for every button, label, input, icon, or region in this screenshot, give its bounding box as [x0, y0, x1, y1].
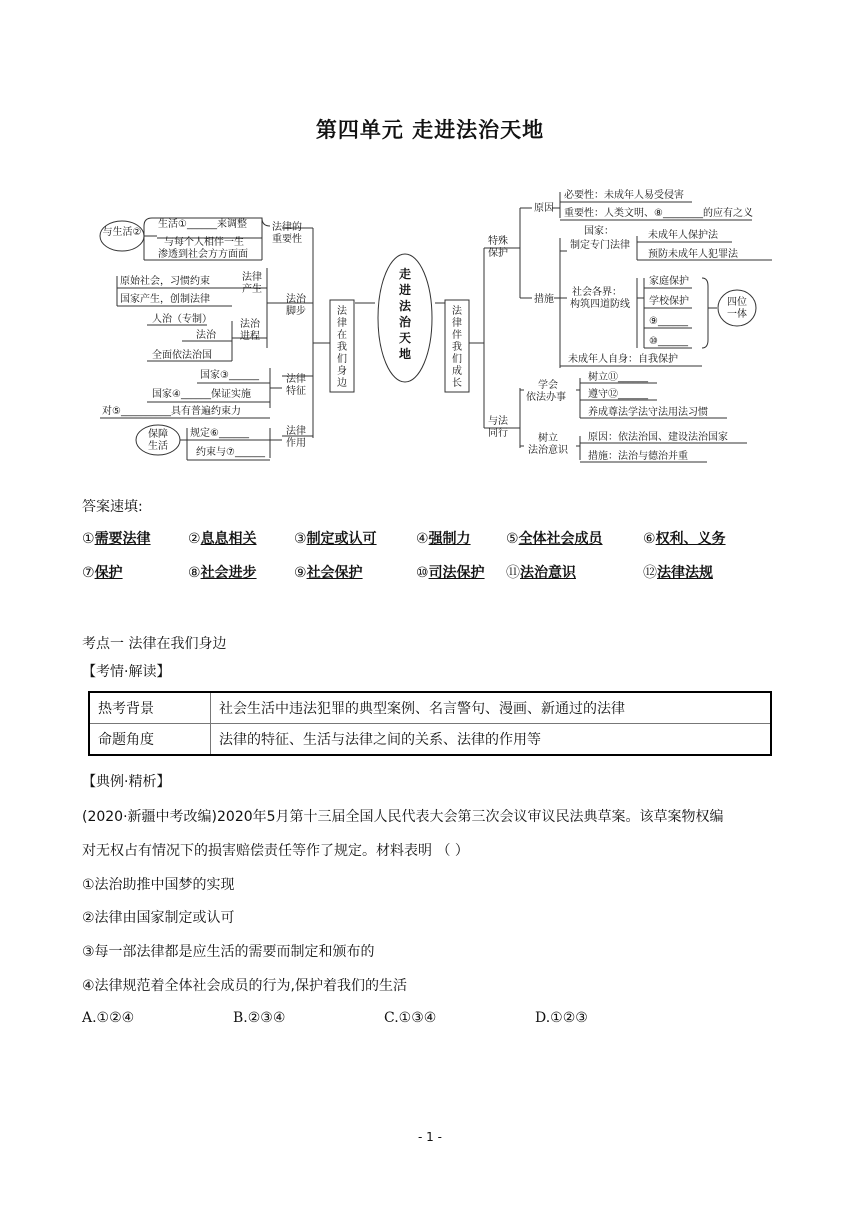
center-node [398, 266, 412, 361]
statement: ①法治助推中国梦的实现 [82, 877, 235, 893]
answer-number: ③ [294, 531, 307, 547]
effects-label-2: 作用 [286, 438, 306, 449]
importance-item: 生活①______来调整 [158, 219, 247, 230]
law-sub1-item: 树立⑪______ [588, 372, 648, 383]
effects-oval: 保障 [148, 429, 168, 440]
answer-value: 保护 [94, 565, 123, 581]
law-sub1-item: 遵守⑫______ [588, 389, 648, 400]
table-key: 命题角度 [89, 724, 211, 756]
importance-item: 渗透到社会方方面面 [158, 249, 248, 260]
answer-value: 法律法规 [657, 565, 713, 581]
four-in-one-2: 一体 [727, 309, 747, 320]
law-sub2: 树立 [538, 433, 558, 444]
society-label-2: 构筑四道防线 [570, 299, 630, 310]
self-protection: 未成年人自身：自我保护 [568, 354, 678, 365]
steps-sub2: 法治 [240, 319, 260, 330]
four-in-one: 四位 [727, 297, 747, 308]
table-row [89, 692, 771, 724]
law-sub2-2: 法治意识 [528, 445, 568, 456]
statement: ④法律规范着全体社会成员的行为,保护着我们的生活 [82, 978, 407, 994]
answer-item [416, 528, 471, 548]
answer-number: ⑤ [506, 531, 519, 547]
importance-oval: 与生活② [102, 227, 142, 238]
page-title: 第四单元 走进法治天地 [315, 118, 545, 142]
answer-number: ⑪ [506, 565, 520, 581]
law-sub1: 学会 [538, 380, 558, 391]
table-value: 法律的特征、生活与法律之间的关系、法律的作用等 [211, 724, 772, 756]
answer-number: ⑦ [82, 565, 95, 581]
effects-item: 约束与⑦______ [196, 447, 265, 458]
steps-label: 法治 [286, 294, 306, 305]
option-c[interactable]: C.①③④ [384, 1010, 437, 1026]
right-branch-label: 法律伴我们成长 [452, 306, 462, 389]
steps-sub2-item: 法治 [196, 330, 216, 341]
option-a[interactable]: A.①②④ [82, 1010, 135, 1026]
features-item: 国家④______保证实施 [152, 389, 251, 400]
society-item: 学校保护 [649, 296, 689, 307]
importance-label-2: 重要性 [272, 234, 302, 245]
answer-item [416, 562, 485, 582]
question-stem: (2020·新疆中考改编)2020年5月第十三届全国人民代表大会第三次会议审议民法典草案。该草案物权编 [82, 809, 724, 825]
effects-label: 法律 [286, 426, 306, 437]
society-label: 社会各界： [572, 287, 622, 298]
table-key: 热考背景 [89, 692, 211, 724]
answer-value: 强制力 [428, 531, 471, 547]
answer-item [294, 528, 377, 548]
law-sub2-item: 措施：法治与德治并重 [588, 451, 688, 462]
steps-sub2-2: 进程 [240, 331, 260, 342]
effects-oval-2: 生活 [148, 441, 168, 452]
answer-value: 社会保护 [306, 565, 363, 581]
page-number: - 1 - [418, 1130, 442, 1144]
answer-value: 司法保护 [428, 565, 485, 581]
answer-item [188, 562, 257, 582]
answer-number: ⑥ [643, 531, 656, 547]
answer-item [506, 528, 603, 548]
steps-sub1-2: 产生 [242, 284, 262, 295]
importance-item: 与每个人相伴一生 [164, 237, 244, 248]
answer-item [294, 562, 363, 582]
option-d[interactable]: D.①②③ [535, 1010, 588, 1026]
answer-value: 息息相关 [200, 531, 257, 547]
answer-item [82, 528, 151, 548]
effects-item: 规定⑥______ [190, 428, 249, 439]
section-heading: 考点一 法律在我们身边 [82, 636, 227, 652]
answer-number: ④ [416, 531, 429, 547]
reason-item: 重要性：人类文明、⑧________的应有之义 [564, 208, 753, 219]
analysis-table [88, 691, 772, 756]
reason-label: 原因 [534, 203, 554, 214]
question-stem-2: 对无权占有情况下的损害赔偿责任等作了规定。材料表明 （ ） [82, 843, 469, 859]
state-label-2: 制定专门法律 [570, 240, 630, 251]
left-branch-label: 法律在我们身边 [337, 306, 347, 389]
society-item: ⑩______ [649, 336, 688, 347]
answer-item [643, 562, 713, 582]
answer-item [188, 528, 257, 548]
answer-item [643, 528, 726, 548]
statement: ②法律由国家制定或认可 [82, 910, 235, 926]
answers-heading: 答案速填: [82, 499, 143, 515]
special-label-2: 保护 [488, 248, 508, 259]
law-label: 与法 [488, 416, 508, 427]
steps-sub1-item: 原始社会，习惯约束 [120, 276, 210, 287]
table-row [89, 724, 771, 756]
answer-value: 制定或认可 [306, 531, 377, 547]
steps-sub2-item: 全面依法治国 [152, 350, 212, 361]
answer-number: ⑫ [643, 565, 657, 581]
state-item: 未成年人保护法 [648, 230, 718, 241]
steps-label-2: 脚步 [286, 306, 306, 317]
answer-number: ⑧ [188, 565, 201, 581]
answer-value: 权利、义务 [655, 531, 726, 547]
steps-sub1-item: 国家产生，创制法律 [120, 294, 210, 305]
law-label-2: 同行 [488, 428, 508, 439]
answer-item [506, 562, 576, 582]
features-label-2: 特征 [286, 386, 306, 397]
importance-label: 法律的 [272, 222, 302, 233]
measures-label: 措施 [534, 294, 554, 305]
answer-number: ⑩ [416, 565, 429, 581]
answer-number: ② [188, 531, 201, 547]
analysis-label: 【考情·解读】 [82, 664, 171, 680]
law-sub1-item: 养成尊法学法守法用法习惯 [588, 407, 708, 418]
special-label: 特殊 [488, 236, 508, 247]
society-item: 家庭保护 [649, 276, 689, 287]
features-label: 法律 [286, 374, 306, 385]
option-b[interactable]: B.②③④ [233, 1010, 286, 1026]
steps-sub2-item: 人治（专制） [152, 314, 212, 325]
answer-number: ① [82, 531, 95, 547]
statement: ③每一部法律都是应生活的需要而制定和颁布的 [82, 944, 375, 960]
answer-value: 全体社会成员 [518, 531, 603, 547]
answer-value: 社会进步 [200, 565, 257, 581]
law-sub1-2: 依法办事 [526, 392, 566, 403]
features-item: 国家③______ [200, 370, 259, 381]
answer-number: ⑨ [294, 565, 307, 581]
state-label: 国家： [584, 226, 614, 237]
example-label: 【典例·精析】 [82, 774, 171, 790]
answer-item [82, 562, 123, 582]
steps-sub1: 法律 [242, 272, 262, 283]
answer-value: 法治意识 [520, 565, 576, 581]
table-value: 社会生活中违法犯罪的典型案例、名言警句、漫画、新通过的法律 [211, 692, 772, 724]
state-item: 预防未成年人犯罪法 [648, 249, 738, 260]
society-item: ⑨______ [649, 316, 688, 327]
reason-item: 必要性：未成年人易受侵害 [564, 190, 684, 201]
law-sub2-item: 原因：依法治国、建设法治国家 [588, 432, 728, 443]
features-item: 对⑤__________具有普遍约束力 [102, 406, 241, 417]
mind-map [92, 178, 772, 468]
svg-text:走进法治天地: 走进法治天地 [398, 267, 412, 361]
answer-value: 需要法律 [94, 531, 151, 547]
